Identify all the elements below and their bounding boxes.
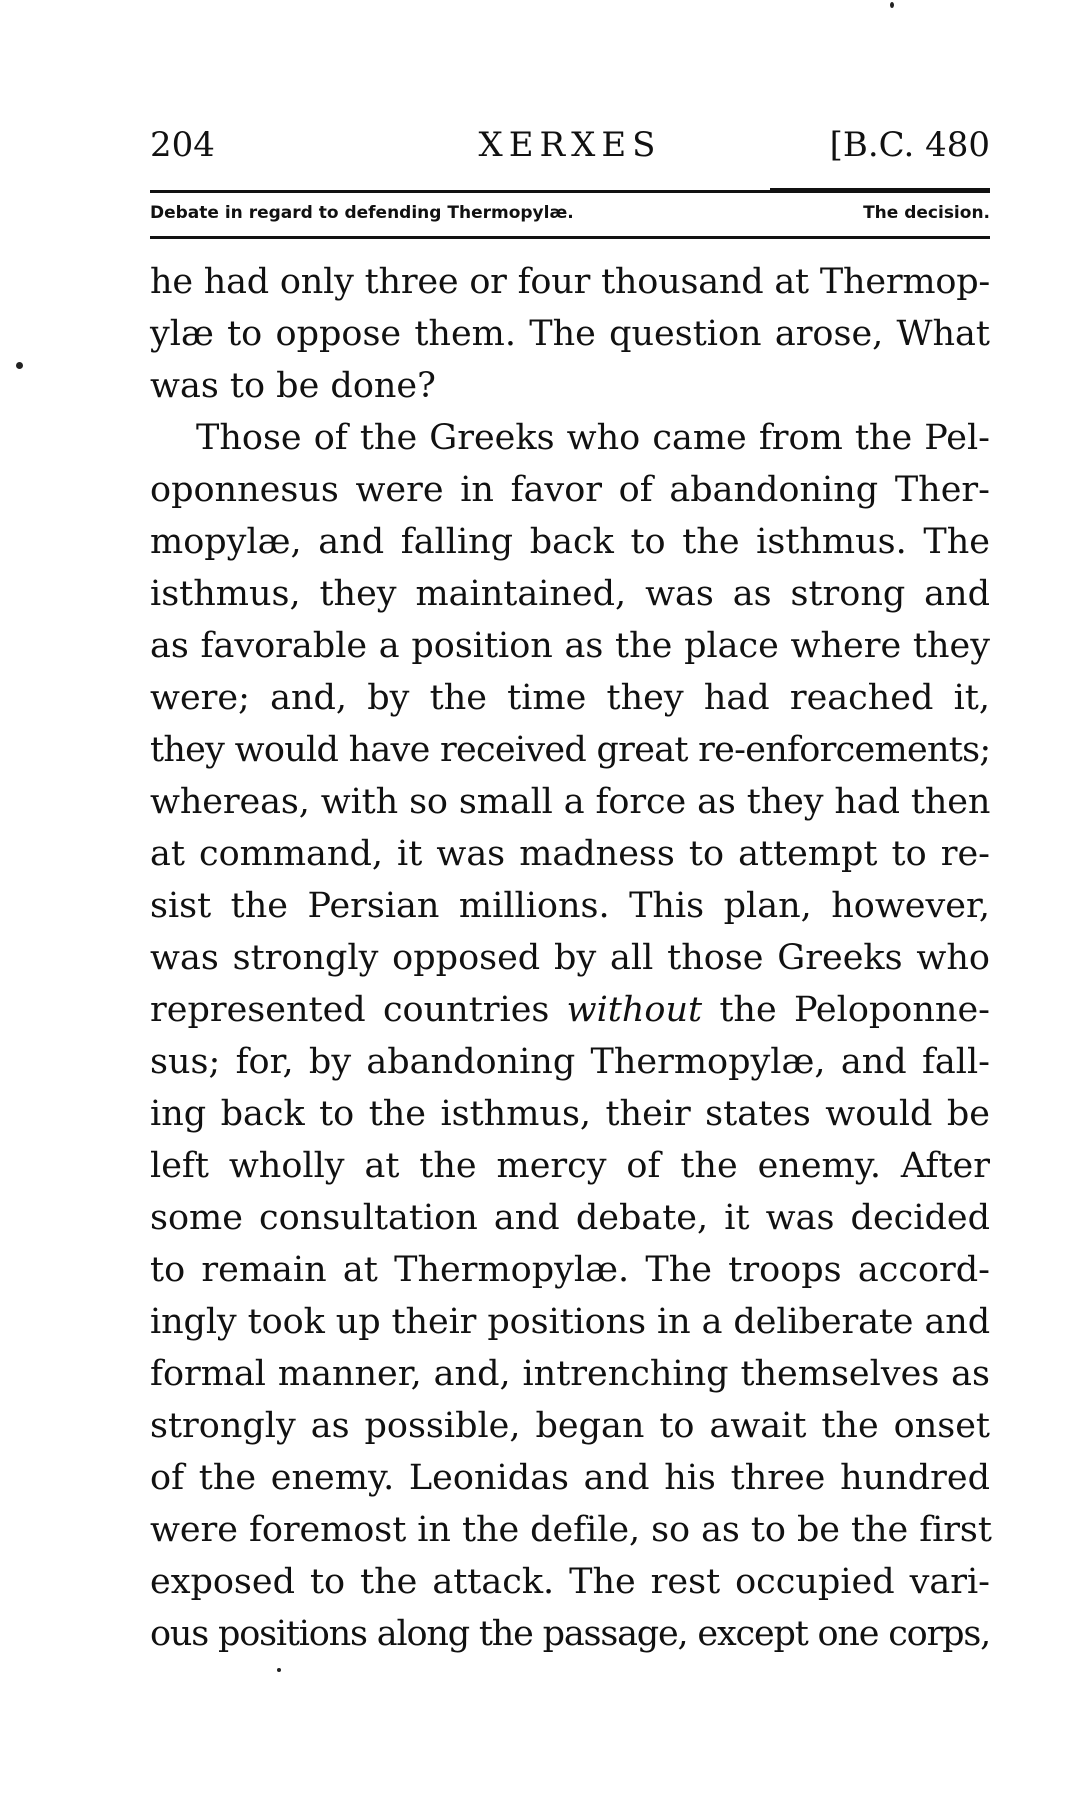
sidenote-left: Debate in regard to defending Thermopylæ.: [150, 203, 574, 223]
text-line: ing back to the isthmus, their states would be: [150, 1094, 990, 1134]
header-rule-top-thick: [770, 188, 990, 192]
text-line: was to be done?: [150, 366, 436, 406]
print-speck: [16, 362, 23, 369]
running-title: XERXES: [478, 125, 662, 165]
date-label: [B.C. 480: [829, 125, 990, 165]
sidenote-bar: [150, 198, 990, 230]
text-line: left wholly at the mercy of the enemy. After: [150, 1146, 990, 1186]
text-line: were; and, by the time they had reached it,: [150, 678, 990, 718]
text-line: ylæ to oppose them. The question arose, What: [150, 314, 990, 354]
text-line: exposed to the attack. The rest occupied vari-: [150, 1562, 990, 1602]
text-line: Those of the Greeks who came from the Pel-: [196, 418, 990, 458]
running-head: [150, 120, 990, 170]
body-text: [150, 256, 990, 1660]
text-line: as favorable a position as the place where they: [150, 626, 990, 666]
text-line: whereas, with so small a force as they had then: [150, 782, 991, 822]
text-line: some consultation and debate, it was decided: [150, 1198, 990, 1238]
page-number: 204: [150, 125, 215, 165]
text-line: oponnesus were in favor of abandoning Ther-: [150, 470, 990, 510]
text-line: formal manner, and, intrenching themselves as: [150, 1354, 990, 1394]
text-line: sist the Persian millions. This plan, however,: [150, 886, 990, 926]
text-segment: represented countries: [150, 990, 567, 1030]
text-segment: the Peloponne-: [702, 990, 990, 1030]
text-line: ingly took up their positions in a deliberate and: [150, 1302, 990, 1342]
sidenote-right: The decision.: [863, 203, 990, 223]
text-line: he had only three or four thousand at Thermop-: [150, 262, 991, 302]
text-line: sus; for, by abandoning Thermopylæ, and fall-: [150, 1042, 990, 1082]
print-speck: [277, 1668, 281, 1672]
text-line: they would have received great re-enforcements;: [150, 730, 991, 770]
text-line: ous positions along the passage, except one corps,: [150, 1614, 991, 1654]
text-line: was strongly opposed by all those Greeks who: [150, 938, 990, 978]
text-line: to remain at Thermopylæ. The troops accord-: [150, 1250, 990, 1290]
header-rule-bottom: [150, 236, 990, 239]
text-line: [150, 984, 990, 1036]
text-line: were foremost in the defile, so as to be the first: [150, 1510, 992, 1550]
text-line: of the enemy. Leonidas and his three hundred: [150, 1458, 990, 1498]
print-speck: [890, 2, 894, 8]
text-line: strongly as possible, began to await the onset: [150, 1406, 990, 1446]
text-line: at command, it was madness to attempt to re-: [150, 834, 990, 874]
emphasized-word: without: [566, 990, 703, 1030]
text-line: mopylæ, and falling back to the isthmus. The: [150, 522, 990, 562]
text-line: isthmus, they maintained, was as strong and: [150, 574, 990, 614]
